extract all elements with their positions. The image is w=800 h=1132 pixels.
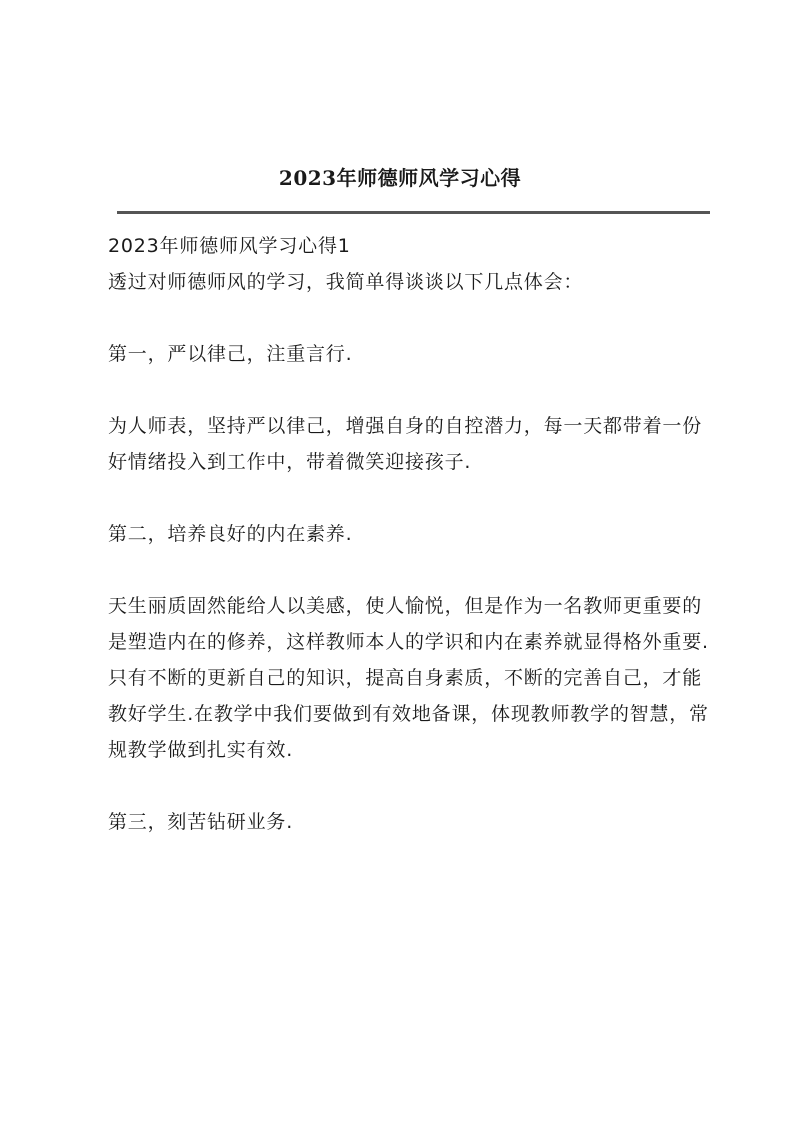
title-underline-rule [117, 211, 710, 214]
point1-body: 为人师表，坚持严以律己，增强自身的自控潜力，每一天都带着一份好情绪投入到工作中，带着微笑迎接孩子. [108, 415, 703, 473]
paragraph-spacer [108, 768, 720, 804]
point1-heading: 第一，严以律己，注重言行. [108, 343, 353, 365]
document-title: 2023年师德师风学习心得 [278, 166, 522, 190]
document-body [108, 228, 720, 840]
point2-heading: 第二，培养良好的内在素养. [108, 523, 353, 545]
point2-body: 天生丽质固然能给人以美感，使人愉悦，但是作为一名教师更重要的是塑造内在的修养，这样教师本人的学识和内在素养就显得格外重要.只有不断的更新自己的知识，提高自身素质，不断的完善自己，才能教好学生.在教学中我们要做到有效地备课，体现教师教学的智慧，常规教学做到扎实有效. [108, 595, 709, 761]
paragraph-spacer [108, 372, 720, 408]
point3-heading: 第三，刻苦钻研业务. [108, 811, 294, 833]
paragraph-spacer [108, 300, 720, 336]
section-subheading: 2023年师德师风学习心得1 [108, 235, 351, 257]
paragraph-spacer [108, 480, 720, 516]
paragraph-spacer [108, 552, 720, 588]
intro-paragraph: 透过对师德师风的学习，我简单得谈谈以下几点体会： [108, 271, 584, 293]
